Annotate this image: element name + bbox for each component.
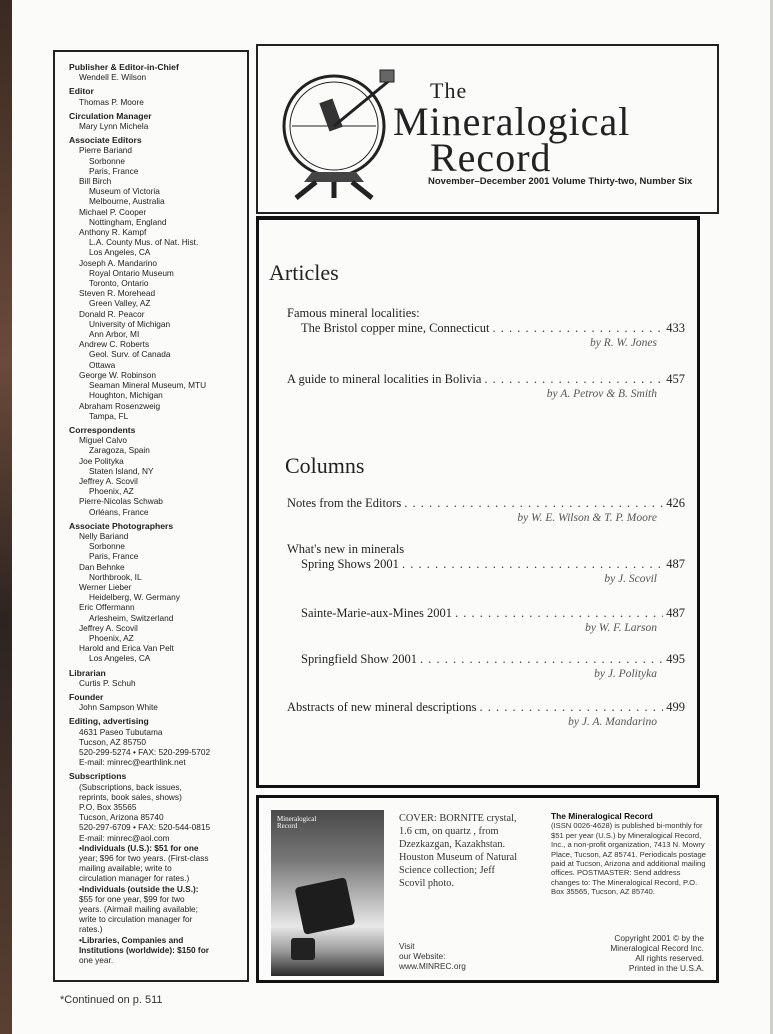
website-link[interactable]: www.MINREC.org [399,961,466,971]
masthead-line: Ottawa [89,359,116,370]
masthead-line: Tucson, AZ 85750 [79,736,147,747]
masthead-line: Zaragoza, Spain [89,445,150,456]
cover-thumbnail [271,810,384,976]
masthead-line: Pierre Bariand [79,145,133,156]
toc-entry-title: A guide to mineral localities in Bolivia [287,372,482,386]
masthead-line: Joseph A. Mandarino [79,257,157,268]
masthead-line: L.A. County Mus. of Nat. Hist. [89,237,199,248]
masthead-line: Donald R. Peacor [79,308,145,319]
toc-author: by A. Petrov & B. Smith [546,388,657,400]
masthead-line: John Sampson White [79,702,158,713]
copyright-line: Copyright 2001 © by the [614,933,704,943]
toc-entry-title: Abstracts of new mineral descriptions [287,700,477,714]
masthead-line: Sorbonne [89,541,125,552]
masthead-line: Green Valley, AZ [89,298,151,309]
toc-page-number: 487 [666,557,685,571]
toc-entry-title: Sainte-Marie-aux-Mines 2001 [301,606,453,620]
masthead-line: Andrew C. Roberts [79,339,150,350]
masthead-line: Bill Birch [79,176,112,187]
masthead-line: Werner Lieber [79,581,132,592]
table-of-contents [256,216,700,788]
masthead-line: Houghton, Michigan [89,390,163,401]
masthead-line: Nelly Bariand [79,530,129,541]
leader-dots [493,321,664,336]
masthead-line: Miguel Calvo [79,435,127,446]
cover-caption: COVER: BORNITE crystal, 1.6 cm, on quartz , from Dzezkazgan, Kazakhstan. Houston Museum of Natural Science collection; Jeff Scovil photo. [399,813,518,889]
copyright-line: All rights reserved. [635,953,704,963]
masthead-heading: Subscriptions [69,771,127,782]
cover-mini-title-line: Mineralogical [277,815,317,823]
toc-entry-springfield[interactable] [287,652,685,682]
masthead-section [69,771,241,965]
masthead-line: E-mail: minrec@earthlink.net [79,757,186,768]
masthead-section [69,521,241,664]
bornite-crystal-shape [295,877,356,935]
masthead-line: Phoenix, AZ [89,632,134,643]
cover-mini-title [277,816,316,830]
masthead-line: mailing available; write to [79,863,172,874]
toc-page-number: 426 [666,496,685,510]
leader-dots [455,606,663,621]
masthead-line: Los Angeles, CA [89,653,151,664]
masthead-line: University of Michigan [89,318,171,329]
copyright-line: Printed in the U.S.A. [628,963,704,973]
masthead-line: write to circulation manager for [79,914,193,925]
masthead-line: Steven R. Morehead [79,288,156,299]
toc-entry-sainte-marie[interactable] [287,606,685,636]
toc-author: by J. A. Mandarino [568,716,657,728]
toc-entry-editors-notes[interactable] [287,496,685,526]
masthead-line: Royal Ontario Museum [89,267,174,278]
masthead-line: $55 for one year, $99 for two [79,893,185,904]
masthead-line: Curtis P. Schuh [79,677,136,688]
website-line: our Website: [399,951,446,961]
masthead-line: Seaman Mineral Museum, MTU [89,380,207,391]
masthead-section [69,692,241,712]
issue-line: November–December 2001 Volume Thirty-two, Number Six [428,176,693,187]
toc-author: by W. F. Larson [585,622,657,634]
masthead-line: Staten Island, NY [89,465,154,476]
title-mineralogical: Mineralogical [393,99,631,144]
masthead-heading: Correspondents [69,424,136,435]
masthead-section [69,86,241,106]
leader-dots [402,557,663,572]
cover-mini-title-line: Record [277,822,298,830]
website-note [399,941,466,971]
masthead-line: Melbourne, Australia [89,196,165,207]
masthead-line: Tampa, FL [89,410,129,421]
masthead-line: •Individuals (U.S.): $51 for one [79,842,199,853]
masthead-line: 520-299-5274 • FAX: 520-299-5702 [79,747,211,757]
leader-dots [480,700,664,715]
masthead-line: E-mail: minrec@aol.com [79,832,170,843]
toc-entry-bolivia[interactable] [287,372,685,402]
masthead-line: Thomas P. Moore [79,96,144,107]
masthead-line: Abraham Rosenzweig [79,400,161,411]
toc-entry-abstracts[interactable] [287,700,685,730]
masthead-line: Heidelberg, W. Germany [89,592,180,603]
masthead-line: Tucson, Arizona 85740 [79,812,164,823]
masthead-line: Geol. Surv. of Canada [89,349,171,360]
toc-page-number: 499 [666,700,685,714]
crystal-shape [291,938,315,960]
title-the: The [430,78,468,103]
masthead-heading: Circulation Manager [69,110,152,121]
leader-dots [404,496,663,511]
masthead-line: •Individuals (outside the U.S.): [79,883,199,894]
masthead-line: George W. Robinson [79,369,157,380]
toc-page-number: 433 [666,321,685,335]
title-box [256,44,719,214]
masthead-line: Arlesheim, Switzerland [89,612,174,623]
masthead-line: Eric Offermann [79,602,135,613]
masthead-line: Ann Arbor, MI [89,329,140,340]
cover-info-box [256,795,719,983]
masthead-section [69,62,241,82]
masthead-heading: Editing, advertising [69,716,149,727]
masthead-line: Harold and Erica Van Pelt [79,643,174,654]
title-record: Record [430,135,552,180]
toc-page-number: 495 [666,652,685,666]
toc-entry-prefix: What's new in minerals [287,542,405,556]
toc-entry-prefix: Famous mineral localities: [287,306,420,320]
publication-info-body: (ISSN 0026-4628) is published bi-monthly for $51 per year (U.S.) by Mineralogical Record, Inc., a non-profit organization, 7413 N. Mowry Place, Tucson, AZ 85741. Periodicals postage paid at Tucson, Arizona and additional mailing offices. POSTMASTER: Send address changes to: The Mineralogical Record, P.O. Box 35565, Tucson, AZ 85740. [551,821,706,897]
masthead-line: Orléans, France [89,506,149,517]
masthead-heading: Editor [69,86,94,97]
masthead-line: Phoenix, AZ [89,486,134,497]
toc-entry-title: Notes from the Editors [287,496,402,510]
toc-author: by R. W. Jones [590,337,657,349]
masthead-line: 4631 Paseo Tubutama [79,726,163,737]
masthead-line: Northbrook, IL [89,571,142,582]
masthead-line: Sorbonne [89,155,125,166]
masthead-line: Paris, France [89,165,139,176]
masthead-section [69,425,241,517]
masthead-line: Anthony R. Kampf [79,227,147,238]
masthead-line: years. (Airmail mailing available; [79,904,198,915]
masthead-line: Dan Behnke [79,561,125,572]
masthead-line: •Libraries, Companies and [79,934,184,945]
masthead-heading: Publisher & Editor-in-Chief [69,62,179,72]
leader-dots [484,372,663,387]
masthead-line: Wendell E. Wilson [79,72,147,83]
masthead-line: rates.) [79,924,103,935]
goniometer-logo-icon [272,60,402,200]
copyright-notice [554,933,704,973]
toc-entry-bristol[interactable] [287,306,685,351]
copyright-line: Mineralogical Record Inc. [610,943,704,953]
publication-info-title: The Mineralogical Record [551,811,653,821]
masthead-line: 520-297-6709 • FAX: 520-544-0815 [79,822,211,833]
masthead-heading: Founder [69,691,104,702]
toc-page-number: 487 [666,606,685,620]
masthead-line: (Subscriptions, back issues, [79,781,182,792]
masthead-heading: Associate Photographers [69,520,174,531]
masthead-heading: Librarian [69,667,106,678]
publication-info [551,812,711,897]
left-page-edge [0,0,12,1034]
masthead-line: Jeffrey A. Scovil [79,622,138,633]
masthead-line: Institutions (worldwide): $150 for [79,944,209,955]
masthead-line: Paris, France [89,551,139,562]
masthead-heading: Associate Editors [69,135,142,146]
masthead-line: Joe Polityka [79,455,124,466]
toc-author: by W. E. Wilson & T. P. Moore [517,512,657,524]
masthead-line: Nottingham, England [89,216,167,227]
masthead-column [53,50,249,982]
toc-entry-title: The Bristol copper mine, Connecticut [301,321,490,335]
masthead-line: Jeffrey A. Scovil [79,475,138,486]
website-line: Visit [399,941,415,951]
masthead-line: P.O. Box 35565 [79,802,137,813]
masthead-section [69,668,241,688]
masthead-line: one year. [79,955,114,966]
articles-heading: Articles [269,260,339,285]
toc-author: by J. Polityka [594,668,657,680]
masthead-line: Toronto, Ontario [89,278,149,289]
continued-footnote: *Continued on p. 511 [60,994,163,1006]
masthead-line: Pierre-Nicolas Schwab [79,496,163,507]
masthead-section [69,135,241,421]
masthead-line: Michael P. Cooper [79,206,147,217]
masthead-section [69,111,241,131]
toc-entry-title: Springfield Show 2001 [301,652,417,666]
masthead-line: Mary Lynn Michela [79,121,149,132]
masthead-line: Los Angeles, CA [89,247,151,258]
toc-entry-spring-shows[interactable] [287,542,685,587]
leader-dots [420,652,663,667]
masthead-section [69,716,241,767]
masthead-line: circulation manager for rates.) [79,873,190,884]
masthead-line: reprints, book sales, shows) [79,791,182,802]
toc-entry-title: Spring Shows 2001 [301,557,399,571]
masthead-line: Museum of Victoria [89,186,160,197]
toc-page-number: 457 [666,372,685,386]
masthead-line: year; $96 for two years. (First-class [79,853,209,864]
toc-author: by J. Scovil [604,573,657,585]
columns-heading: Columns [285,453,365,478]
